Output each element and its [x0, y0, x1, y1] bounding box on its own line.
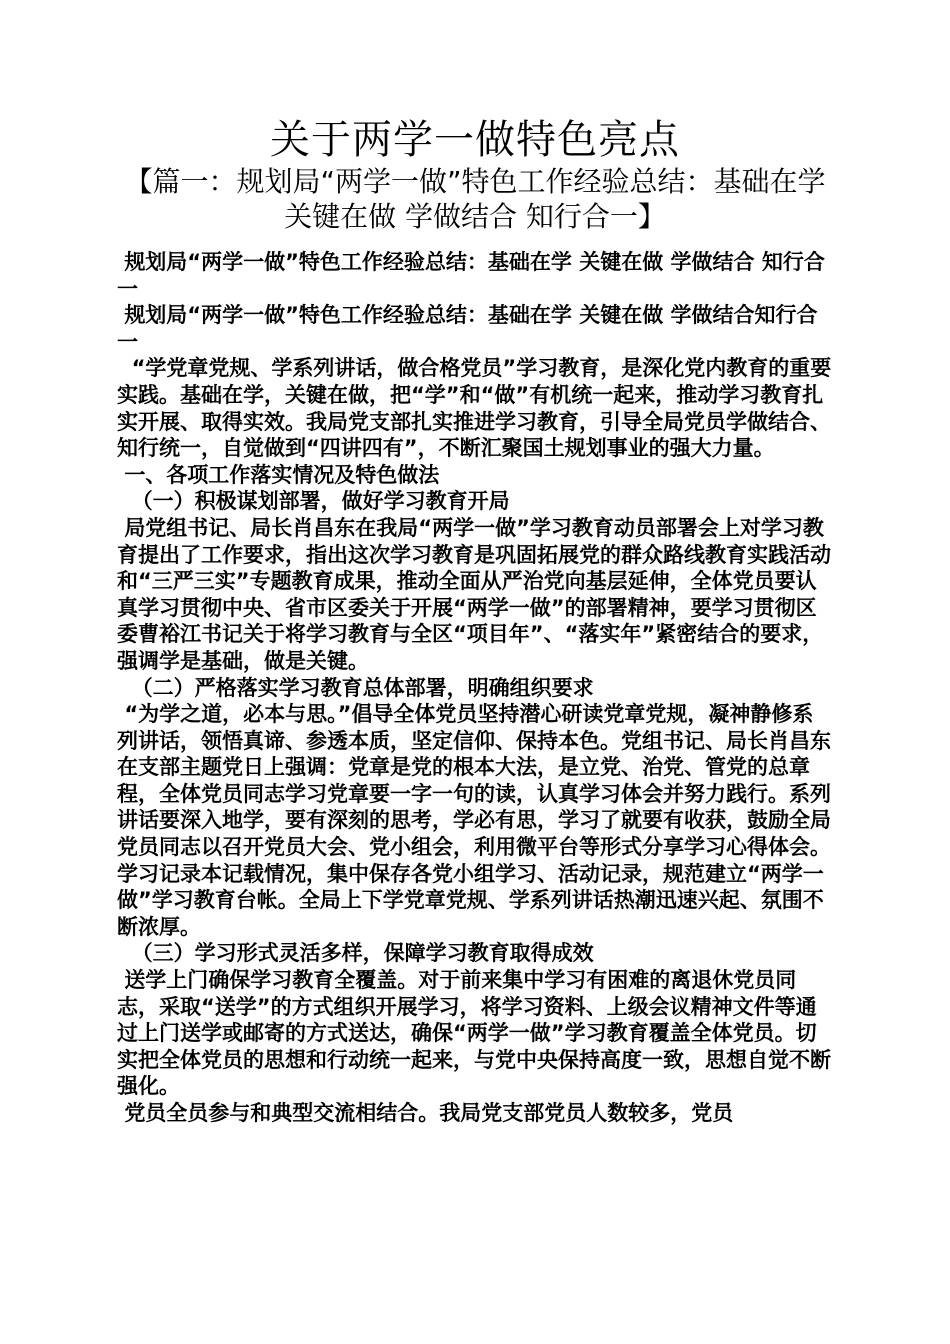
body-paragraph: 送学上门确保学习教育全覆盖。对于前来集中学习有困难的离退休党员同志，采取“送学”的方式组织开展学习，将学习资料、上级会议精神文件等通过上门送学或邮寄的方式送达，确保“两学一做”学习教育覆盖全体党员。切实把全体党员的思想和行动统一起来，与党中央保持高度一致，思想自觉不断强化。	[117, 968, 831, 1099]
body-paragraph: 党员全员参与和典型交流相结合。我局党支部党员人数较多，党员	[117, 1101, 734, 1125]
body-paragraph: 局党组书记、局长肖昌东在我局“两学一做”学习教育动员部署会上对学习教育提出了工作要求，指出这次学习教育是巩固拓展党的群众路线教育实践活动和“三严三实”专题教育成果，推动全面从严治党向基层延伸，全体党员要认真学习贯彻中央、省市区委关于开展“两学一做”的部署精神，要学习贯彻区委曹裕江书记关于将学习教育与全区“项目年”、“落实年”紧密结合的要求，强调学是基础，做是关键。	[117, 515, 831, 673]
body-paragraph: 规划局“两学一做”特色工作经验总结：基础在学 关键在做 学做结合知行合一	[117, 303, 818, 354]
body-paragraph: 学习记录本记载情况，集中保存各党小组学习、活动记录，规范建立“两学一做”学习教育台帐。全局上下学党章党规、学系列讲话热潮迅速兴起、氛围不断浓厚。	[117, 861, 824, 939]
subsection-heading: （二）严格落实学习教育总体部署，明确组织要求	[117, 675, 594, 700]
section-heading: 一、各项工作落实情况及特色做法	[117, 462, 440, 487]
subsection-heading: （三）学习形式灵活多样，保障学习教育取得成效	[117, 941, 594, 966]
document-body	[117, 249, 833, 1127]
document-title: 关于两学一做特色亮点	[270, 117, 680, 163]
body-paragraph: 规划局“两学一做”特色工作经验总结：基础在学 关键在做 学做结合 知行合一	[117, 250, 825, 301]
document-subtitle: 【篇一：规划局“两学一做”特色工作经验总结：基础在学 关键在做 学做结合 知行合一】	[124, 165, 826, 233]
body-paragraph: “为学之道，必本与思。”倡导全体党员坚持潜心研读党章党规，凝神静修系列讲话，领悟真谛、参透本质，坚定信仰、保持本色。党组书记、局长肖昌东在支部主题党日上强调：党章是党的根本大法，是立党、治党、管党的总章程，全体党员同志学习党章要一字一句的读，认真学习体会并努力践行。系列讲话要深入地学，要有深刻的思考，学必有思，学习了就要有收获，鼓励全局党员同志以召开党员大会、党小组会，利用微平台等形式分享学习心得体会。	[117, 702, 831, 860]
subsection-heading: （一）积极谋划部署，做好学习教育开局	[117, 489, 510, 514]
body-paragraph: “学党章党规、学系列讲话，做合格党员”学习教育，是深化党内教育的重要实践。基础在学，关键在做，把“学”和“做”有机统一起来，推动学习教育扎实开展、取得实效。我局党支部扎实推进学习教育，引导全局党员学做结合、知行统一，自觉做到“四讲四有”，不断汇聚国土规划事业的强大力量。	[117, 356, 832, 461]
